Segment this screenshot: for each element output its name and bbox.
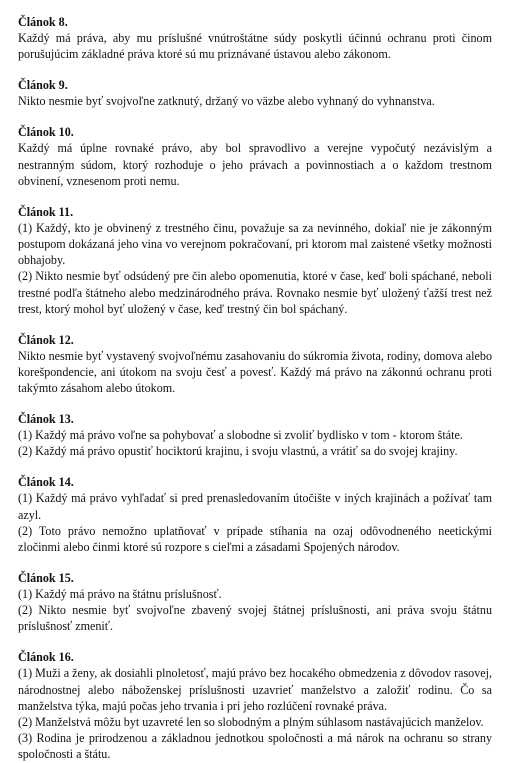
article-paragraph: (1) Každý, kto je obvinený z trestného činu, považuje sa za nevinného, dokiaľ nie je zákonným postupom dokázaná jeho vina vo verejnom pokračovaní, pri ktorom mal zaistené všetky možnosti obhajoby.	[18, 220, 492, 268]
article-paragraph: (2) Každý má právo opustiť hociktorú krajinu, i svoju vlastnú, a vrátiť sa do svojej krajiny.	[18, 444, 458, 459]
article-section	[18, 204, 492, 317]
article-section	[18, 77, 492, 109]
article-paragraph: Nikto nesmie byť svojvoľne zatknutý, držaný vo väzbe alebo vyhnaný do vyhnanstva.	[18, 94, 435, 109]
article-section	[18, 411, 492, 460]
article-paragraph: Každý má úplne rovnaké právo, aby bol spravodlivo a verejne vypočutý nezávislým a nestranným súdom, ktorý rozhoduje o jeho právach a povinnostiach a o každom trestnom obvinení, vznesenom proti nemu.	[18, 141, 492, 188]
article-section	[18, 124, 492, 189]
article-section	[18, 474, 492, 555]
article-heading: Článok 12.	[18, 332, 74, 347]
article-paragraph: (2) Toto právo nemožno uplatňovať v prípade stíhania na ozaj odôvodneného neetickými zločinmi alebo činmi ktoré sú rozpore s cieľmi a zásadami Spojených národov.	[18, 523, 492, 555]
article-heading: Článok 8.	[18, 15, 68, 29]
article-paragraph: Každý má práva, aby mu príslušné vnútroštátne súdy poskytli účinnú ochranu proti činom porušujúcim základné práva ktoré sú mu priznávané ústavou alebo zákonom.	[18, 31, 492, 62]
article-paragraph: Nikto nesmie byť vystavený svojvoľnému zasahovaniu do súkromia života, rodiny, domova alebo korešpondencie, ani útokom na svoju česť a povesť. Každý má právo na zákonnú ochranu proti takýmto zásahom alebo útokom.	[18, 348, 492, 396]
article-heading: Článok 13.	[18, 412, 74, 427]
article-heading: Článok 10.	[18, 125, 74, 140]
article-paragraph: (2) Manželstvá môžu byt uzavreté len so slobodným a plným súhlasom nastávajúcich manželov.	[18, 715, 484, 730]
article-paragraph: (1) Muži a ženy, ak dosiahli plnoletosť, majú právo bez hocakého obmedzenia z dôvodov rasovej, národnostnej alebo náboženskej príslušnosti uzavrieť manželstvo a založiť rodinu. Čo sa manželstva týka, majú počas jeho trvania i pri jeho rozlúčení rovnaké práva.	[18, 666, 492, 713]
article-paragraph: (2) Nikto nesmie byť svojvoľne zbavený svojej štátnej príslušnosti, ani práva svoju štátnu príslušnosť zmeniť.	[18, 603, 492, 634]
article-section	[18, 649, 492, 762]
article-paragraph: (1) Každý má právo na štátnu príslušnosť.	[18, 587, 222, 602]
article-section	[18, 332, 492, 397]
article-heading: Článok 16.	[18, 650, 74, 665]
document-body	[18, 14, 492, 763]
article-paragraph: (2) Nikto nesmie byť odsúdený pre čin alebo opomenutia, ktoré v čase, keď boli spáchané, neboli trestné podľa štátneho alebo medzinárodného práva. Rovnako nesmie byť uložený ťažší trest než trest, ktorý mohol byť uložený v čase, keď trestný čin bol spáchaný.	[18, 269, 492, 316]
article-heading: Článok 15.	[18, 570, 74, 585]
article-heading: Článok 11.	[18, 204, 74, 219]
article-paragraph: (1) Každý má právo voľne sa pohybovať a slobodne si zvoliť bydlisko v tom - ktorom štáte.	[18, 428, 463, 443]
article-heading: Článok 14.	[18, 475, 74, 490]
article-section	[18, 14, 492, 63]
article-heading: Článok 9.	[18, 78, 68, 93]
article-paragraph: (1) Každý má právo vyhľadať si pred prenasledovaním útočište v iných krajinách a požívať tam azyl.	[18, 491, 492, 522]
article-section	[18, 570, 492, 635]
article-paragraph: (3) Rodina je prirodzenou a základnou jednotkou spoločnosti a má nárok na ochranu so strany spoločnosti a štátu.	[18, 731, 492, 762]
